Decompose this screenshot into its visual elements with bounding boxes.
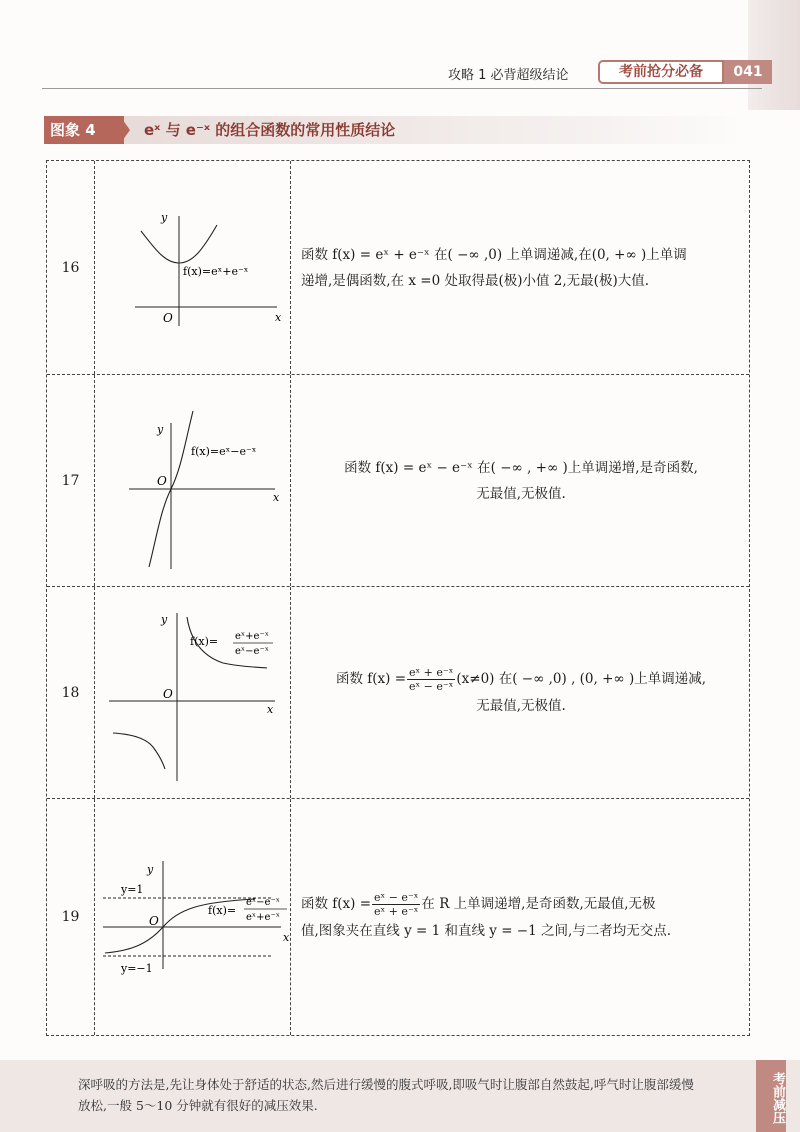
table-row-16: [47, 161, 749, 375]
description-line: 函数 f(x) = eˣ + e⁻ˣ 在( −∞ ,0) 上单调递减,在(0, +∞ )上单调: [301, 246, 687, 263]
conclusion-table: [46, 160, 750, 1036]
header-breadcrumb: 攻略 1 必背超级结论: [448, 68, 569, 83]
page-corner-shade: [748, 0, 800, 110]
origin-label: O: [149, 914, 159, 928]
graph-coth: [95, 587, 291, 799]
axis-x-label: x: [267, 703, 274, 716]
axis-x-label: x: [273, 491, 280, 504]
graph-cell: [95, 799, 291, 1035]
description-line: [301, 891, 741, 918]
section-arrow-icon: [120, 116, 130, 144]
function-label-numerator: eˣ−e⁻ˣ: [246, 897, 280, 908]
fraction: [407, 666, 455, 693]
table-row-17: [47, 375, 749, 587]
fraction-numerator: eˣ − e⁻ˣ: [374, 890, 419, 904]
axis-y-label: y: [147, 863, 154, 876]
function-label-denominator: eˣ−e⁻ˣ: [235, 646, 269, 657]
table-row-18: [47, 587, 749, 799]
axis-y-label: y: [161, 613, 168, 626]
text-suffix: 在 R 上单调递增,是奇函数,无最值,无极: [421, 895, 656, 912]
graph-sinh: [95, 375, 291, 587]
origin-label: O: [157, 474, 167, 488]
text-prefix: 函数 f(x) =: [301, 895, 372, 912]
asymptote-top-label: y=1: [121, 883, 144, 896]
footer-tip-text: 深呼吸的方法是,先让身体处于舒适的状态,然后进行缓慢的腹式呼吸,即吸气时让腹部自然鼓起,呼气时让腹部缓慢放松,一般 5～10 分钟就有很好的减压效果.: [78, 1077, 694, 1113]
section-title: eˣ 与 e⁻ˣ 的组合函数的常用性质结论: [144, 121, 396, 139]
graph-tanh: [95, 799, 291, 1035]
description-line: 无最值,无极值.: [476, 485, 566, 502]
origin-label: O: [163, 687, 173, 701]
text-prefix: 函数 f(x) =: [335, 671, 407, 687]
page-header: [0, 60, 800, 88]
fraction-denominator: eˣ + e⁻ˣ: [374, 904, 419, 918]
table-row-19: [47, 799, 749, 1035]
origin-label: O: [163, 311, 173, 325]
description-cell: [291, 161, 749, 374]
axis-y-label: y: [161, 211, 168, 224]
asymptote-bottom-label: y=−1: [121, 962, 153, 975]
axis-y-label: y: [157, 423, 164, 436]
footer-tip-box: [0, 1060, 800, 1132]
row-number: 17: [47, 375, 95, 586]
fraction-denominator: eˣ − e⁻ˣ: [409, 680, 454, 693]
description-line: 函数 f(x) = eˣ − e⁻ˣ 在( −∞ , +∞ )上单调递增,是奇函数,: [344, 459, 698, 476]
function-label: f(x)=eˣ+e⁻ˣ: [183, 265, 249, 278]
axis-x-label: x: [275, 311, 282, 324]
row-number: 18: [47, 587, 95, 798]
page-number: 041: [724, 60, 772, 84]
row-number: 19: [47, 799, 95, 1035]
header-divider: [42, 88, 762, 89]
function-label: f(x)=eˣ−e⁻ˣ: [191, 445, 257, 458]
description-line: 无最值,无极值.: [476, 698, 566, 714]
graph-cosh: [95, 161, 291, 375]
function-label-numerator: eˣ+e⁻ˣ: [235, 631, 269, 642]
fraction: [372, 891, 420, 918]
axis-x-label: x: [283, 931, 290, 944]
header-tag: 考前抢分必备: [598, 60, 724, 84]
function-label-denominator: eˣ+e⁻ˣ: [246, 912, 280, 923]
row-number: 16: [47, 161, 95, 374]
graph-cell: [95, 375, 291, 586]
function-label-prefix: f(x)=: [190, 635, 219, 648]
fraction-numerator: eˣ + e⁻ˣ: [409, 666, 454, 679]
function-label-prefix: f(x)=: [208, 904, 237, 917]
description-line: 值,图象夹在直线 y = 1 和直线 y = −1 之间,与二者均无交点.: [301, 922, 672, 939]
graph-cell: [95, 161, 291, 374]
description-line: 递增,是偶函数,在 x =0 处取得最(极)小值 2,无最(极)大值.: [301, 272, 650, 289]
graph-cell: [95, 587, 291, 798]
text-suffix: (x≠0) 在( −∞ ,0) , (0, +∞ )上单调递减,: [456, 671, 707, 687]
description-cell: [291, 799, 749, 1035]
description-line: [336, 666, 706, 693]
description-cell: [291, 587, 749, 798]
section-label: 图象 4: [44, 116, 124, 144]
description-cell: [291, 375, 749, 586]
footer-side-tab: 考前减压: [756, 1060, 786, 1132]
